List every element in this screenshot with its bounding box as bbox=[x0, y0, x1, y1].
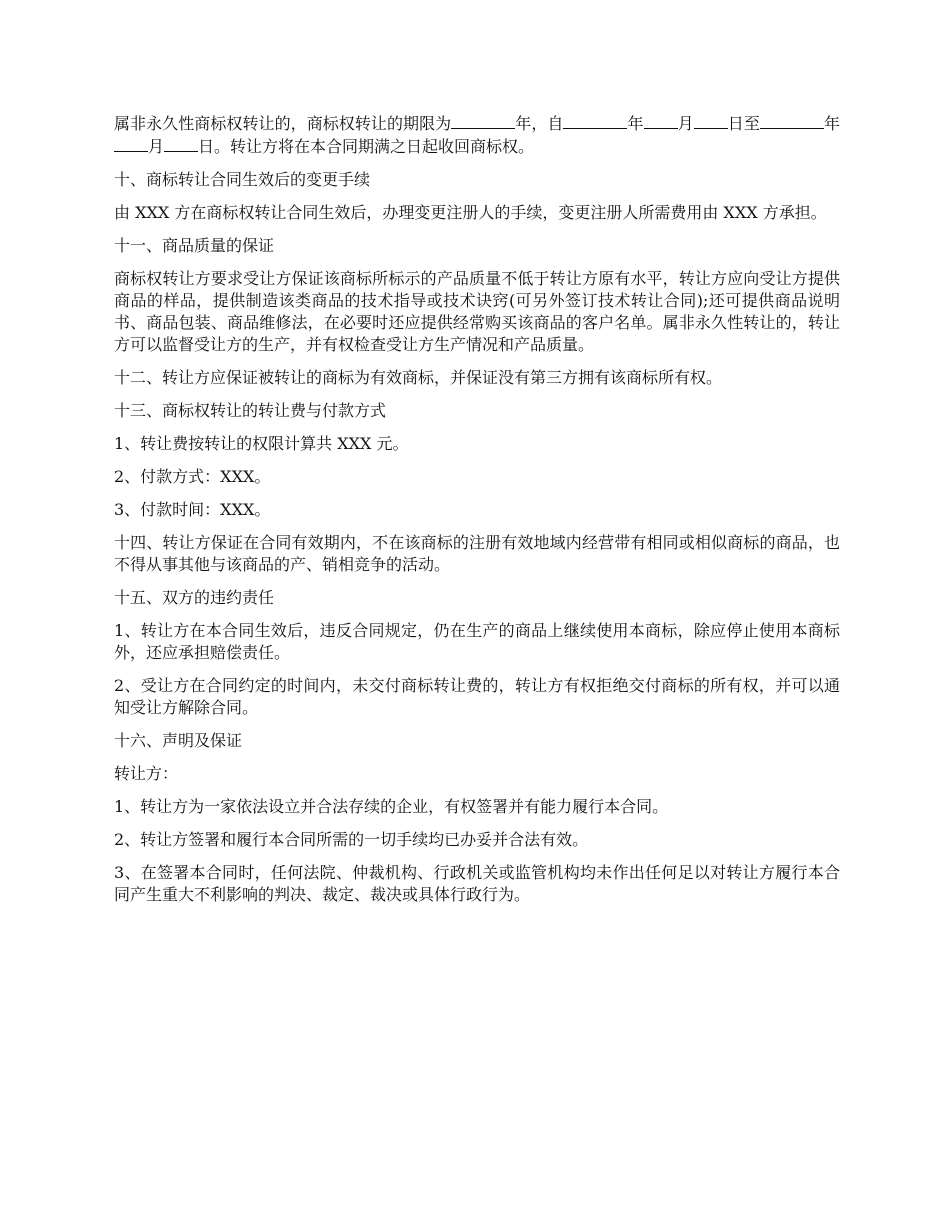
text-segment: 年 bbox=[627, 114, 644, 133]
text-segment: 年 bbox=[823, 114, 840, 133]
blank-start-month bbox=[644, 112, 678, 129]
section-heading-15: 十五、双方的违约责任 bbox=[114, 588, 275, 607]
blank-end-year bbox=[760, 112, 824, 129]
document-page bbox=[114, 112, 840, 917]
text-segment: 年，自 bbox=[515, 114, 564, 133]
section-heading-16: 十六、声明及保证 bbox=[114, 731, 243, 750]
list-item: 1、转让方为一家依法设立并合法存续的企业，有权签署并有能力履行本合同。 bbox=[114, 797, 669, 816]
section-heading-11: 十一、商品质量的保证 bbox=[114, 236, 275, 255]
blank-end-day bbox=[164, 135, 198, 152]
text-segment: 日。转让方将在本合同期满之日起收回商标权。 bbox=[198, 137, 535, 156]
blank-end-month bbox=[114, 135, 148, 152]
list-item: 2、付款方式：XXX。 bbox=[114, 467, 271, 486]
list-item: 1、转让费按转让的权限计算共 XXX 元。 bbox=[114, 434, 409, 453]
blank-years bbox=[451, 112, 515, 129]
paragraph: 由 XXX 方在商标权转让合同生效后，办理变更注册人的手续，变更注册人所需费用由 XXX 方承担。 bbox=[114, 203, 827, 222]
paragraph-term-period bbox=[114, 112, 840, 158]
blank-start-year bbox=[563, 112, 627, 129]
list-item: 1、转让方在本合同生效后，违反合同规定，仍在生产的商品上继续使用本商标，除应停止使用本商标外，还应承担赔偿责任。 bbox=[114, 621, 840, 662]
list-item: 3、在签署本合同时，任何法院、仲裁机构、行政机关或监管机构均未作出任何足以对转让方履行本合同产生重大不利影响的判决、裁定、裁决或具体行政行为。 bbox=[114, 863, 840, 904]
section-heading-14: 十四、转让方保证在合同有效期内，不在该商标的注册有效地域内经营带有相同或相似商标的商品，也不得从事其他与该商品的产、销相竞争的活动。 bbox=[114, 533, 840, 574]
text-segment: 月 bbox=[677, 114, 694, 133]
text-segment: 月 bbox=[148, 137, 165, 156]
text-segment: 日至 bbox=[727, 114, 760, 133]
paragraph: 商标权转让方要求受让方保证该商标所标示的产品质量不低于转让方原有水平，转让方应向受让方提供商品的样品，提供制造该类商品的技术指导或技术诀窍(可另外签订技术转让合同);还可提供商品说明书、商品包装、商品维修法，在必要时还应提供经常购买该商品的客户名单。属非永久性转让的，转让方可以监督受让方的生产，并有权检查受让方生产情况和产品质量。 bbox=[114, 269, 840, 354]
text-segment: 属非永久性商标权转让的，商标权转让的期限为 bbox=[114, 114, 452, 133]
list-item: 2、受让方在合同约定的时间内，未交付商标转让费的，转让方有权拒绝交付商标的所有权，并可以通知受让方解除合同。 bbox=[114, 676, 840, 717]
section-heading-13: 十三、商标权转让的转让费与付款方式 bbox=[114, 401, 387, 420]
section-heading-10: 十、商标转让合同生效后的变更手续 bbox=[114, 170, 371, 189]
list-item: 2、转让方签署和履行本合同所需的一切手续均已办妥并合法有效。 bbox=[114, 830, 589, 849]
blank-start-day bbox=[694, 112, 728, 129]
party-label: 转让方： bbox=[114, 764, 179, 783]
list-item: 3、付款时间：XXX。 bbox=[114, 500, 271, 519]
section-heading-12: 十二、转让方应保证被转让的商标为有效商标，并保证没有第三方拥有该商标所有权。 bbox=[114, 368, 723, 387]
